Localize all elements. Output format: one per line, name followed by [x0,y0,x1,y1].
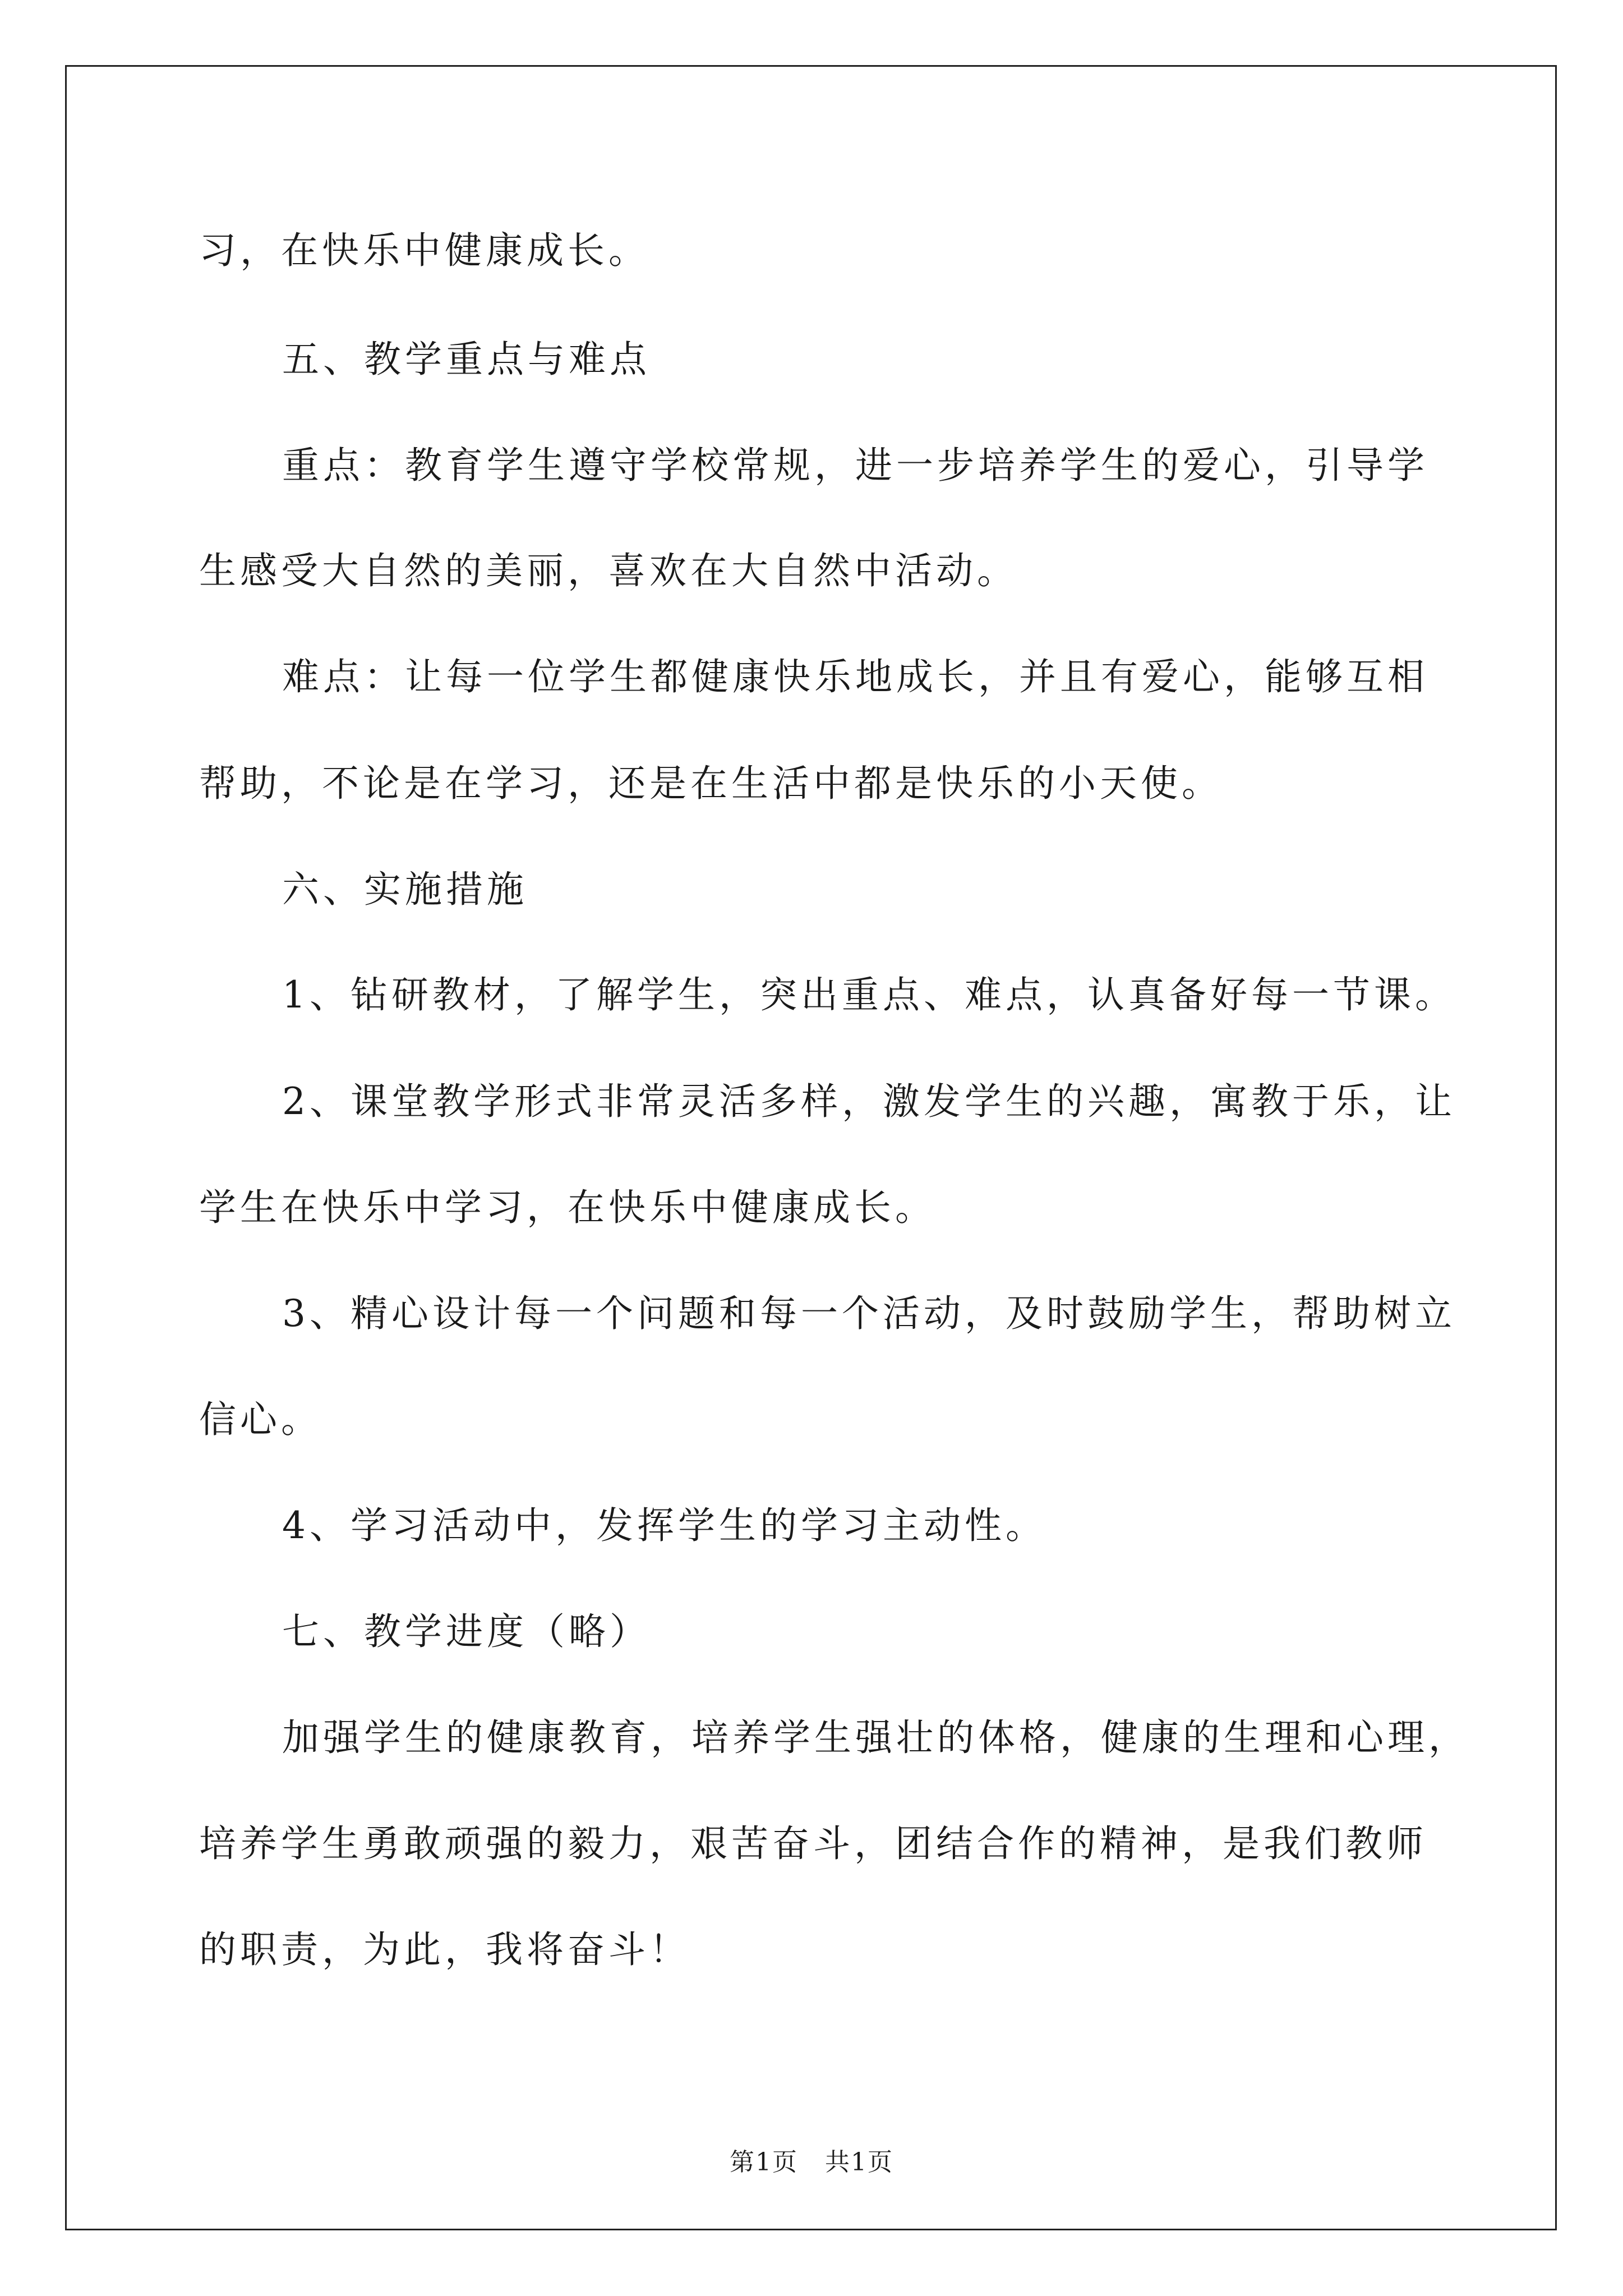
paragraph-line: 信心。 [199,1398,322,1441]
paragraph-line: 学生在快乐中学习，在快乐中健康成长。 [199,1186,936,1229]
paragraph-line: 帮助，不论是在学习，还是在生活中都是快乐的小天使。 [199,762,1223,805]
paragraph-line: 习，在快乐中健康成长。 [199,229,649,272]
paragraph-line: 加强学生的健康教育，培养学生强壮的体格，健康的生理和心理， [282,1716,1469,1759]
paragraph-line: 培养学生勇敢顽强的毅力，艰苦奋斗，团结合作的精神，是我们教师 [199,1822,1427,1865]
list-item: 4、学习活动中，发挥学生的学习主动性。 [282,1504,1046,1547]
paragraph-line: 难点：让每一位学生都健康快乐地成长，并且有爱心，能够互相 [282,655,1428,698]
paragraph-line: 重点：教育学生遵守学校常规，进一步培养学生的爱心，引导学 [282,444,1428,487]
list-item: 2、课堂教学形式非常灵活多样，激发学生的兴趣，寓教于乐，让 [282,1080,1456,1123]
section-heading: 六、实施措施 [282,868,528,911]
section-heading: 七、教学进度（略） [282,1610,651,1653]
list-item: 3、精心设计每一个问题和每一个活动，及时鼓励学生，帮助树立 [282,1292,1456,1335]
page-number-footer: 第1页 共1页 [730,2148,893,2177]
paragraph-line: 的职责，为此，我将奋斗！ [199,1928,690,1971]
section-heading: 五、教学重点与难点 [282,338,651,381]
page-border [65,65,1557,2230]
paragraph-line: 生感受大自然的美丽，喜欢在大自然中活动。 [199,549,1018,592]
list-item: 1、钻研教材，了解学生，突出重点、难点，认真备好每一节课。 [282,973,1456,1016]
